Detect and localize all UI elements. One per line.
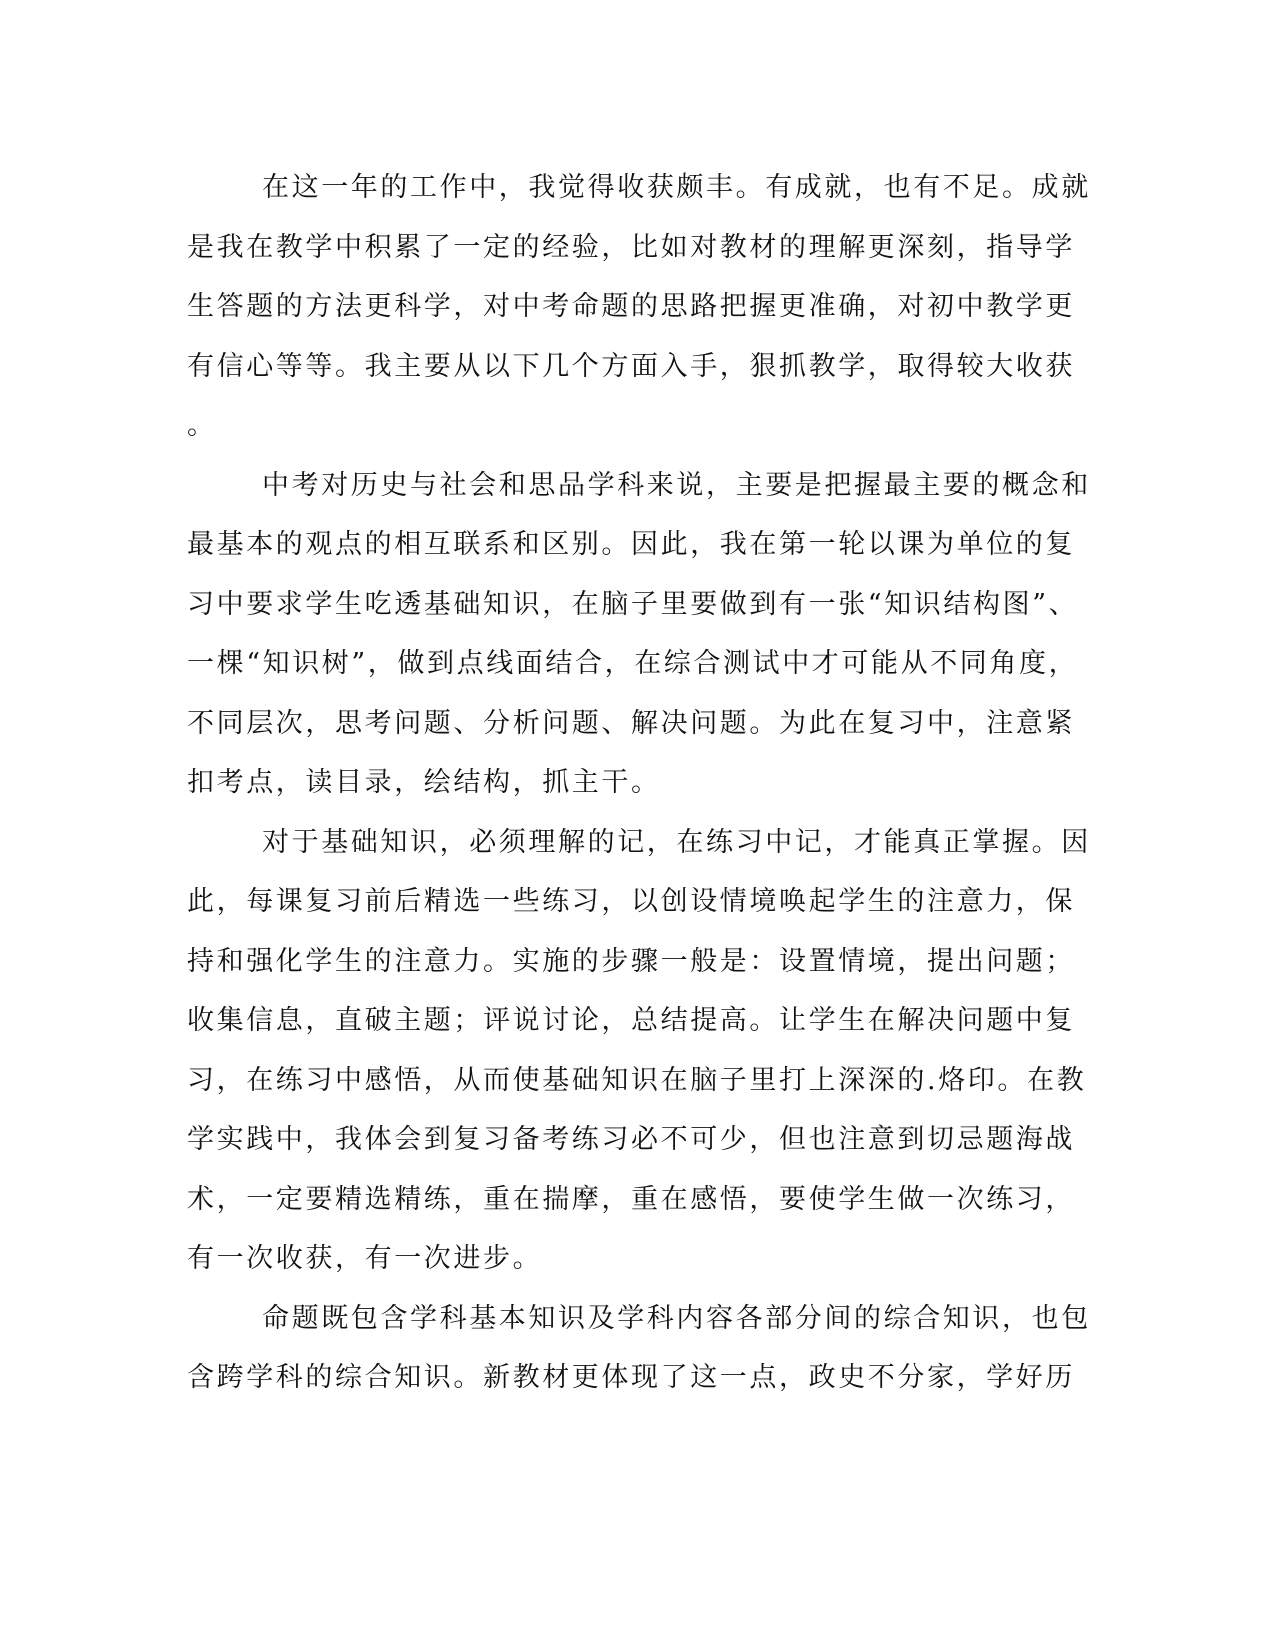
paragraph-line: 。 — [187, 410, 217, 441]
paragraph-line: 是我在教学中积累了一定的经验，比如对教材的理解更深刻，指导学 — [187, 231, 1075, 263]
paragraph-line: 命题既包含学科基本知识及学科内容各部分间的综合知识，也包 — [262, 1302, 1091, 1334]
paragraph-line: 有一次收获，有一次进步。 — [187, 1243, 543, 1274]
paragraph-line: 对于基础知识，必须理解的记，在练习中记，才能真正掌握。因 — [262, 826, 1091, 858]
paragraph-line: 习中要求学生吃透基础知识，在脑子里要做到有一张“知识结构图”、 — [187, 588, 1079, 620]
paragraph-line: 生答题的方法更科学，对中考命题的思路把握更准确，对初中教学更 — [187, 291, 1075, 322]
paragraph-line: 扣考点，读目录，绘结构，抓主干。 — [187, 767, 661, 798]
paragraph-line: 术，一定要精选精练，重在揣摩，重在感悟，要使学生做一次练习， — [187, 1183, 1075, 1215]
paragraph-line: 在这一年的工作中，我觉得收获颇丰。有成就，也有不足。成就 — [262, 172, 1091, 203]
document-body — [187, 158, 1091, 1408]
paragraph-line: 不同层次，思考问题、分析问题、解决问题。为此在复习中，注意紧 — [187, 707, 1075, 739]
paragraph-line: 含跨学科的综合知识。新教材更体现了这一点，政史不分家，学好历 — [187, 1362, 1075, 1393]
paragraph-2 — [187, 456, 1091, 813]
paragraph-4 — [187, 1289, 1091, 1408]
paragraph-1 — [187, 158, 1091, 456]
paragraph-line: 持和强化学生的注意力。实施的步骤一般是：设置情境，提出问题； — [187, 945, 1075, 977]
paragraph-line: 收集信息，直破主题；评说讨论，总结提高。让学生在解决问题中复 — [187, 1005, 1075, 1036]
paragraph-line: 有信心等等。我主要从以下几个方面入手，狠抓教学，取得较大收获 — [187, 350, 1075, 382]
paragraph-line: 习，在练习中感悟，从而使基础知识在脑子里打上深深的.烙印。在教 — [187, 1064, 1087, 1096]
paragraph-line: 此，每课复习前后精选一些练习，以创设情境唤起学生的注意力，保 — [187, 886, 1075, 917]
paragraph-line: 一棵“知识树”，做到点线面结合，在综合测试中才可能从不同角度， — [187, 648, 1079, 679]
paragraph-3 — [187, 813, 1091, 1289]
paragraph-line: 中考对历史与社会和思品学科来说，主要是把握最主要的概念和 — [262, 469, 1091, 501]
paragraph-line: 最基本的观点的相互联系和区别。因此，我在第一轮以课为单位的复 — [187, 529, 1075, 560]
paragraph-line: 学实践中，我体会到复习备考练习必不可少，但也注意到切忌题海战 — [187, 1124, 1075, 1155]
